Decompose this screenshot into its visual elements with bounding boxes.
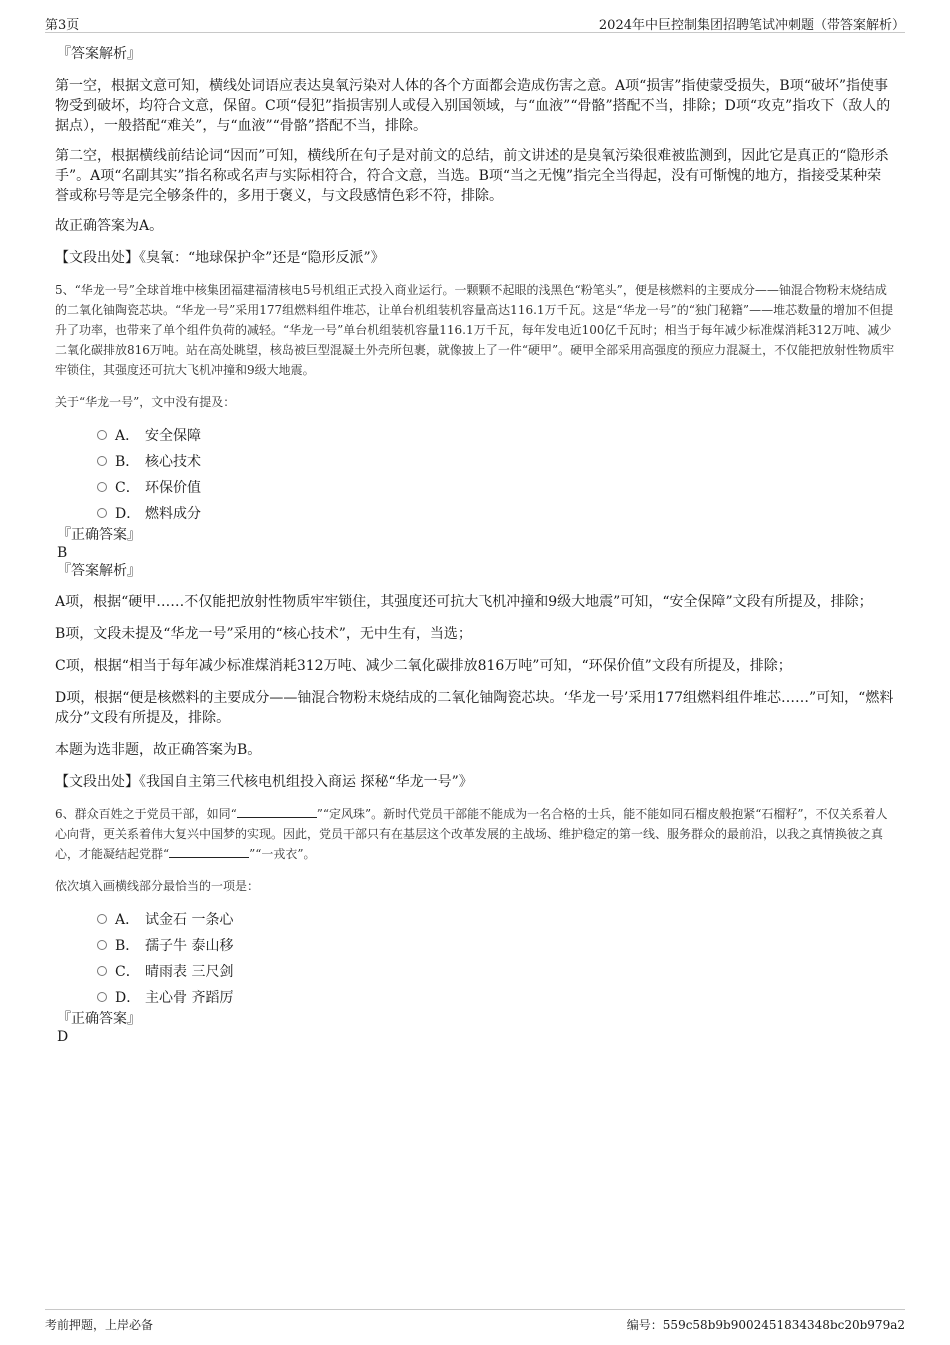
footer-serial-number: 编号：559c58b9b9002451834348bc20b979a2 — [626, 1318, 905, 1332]
q5-analysis-d: D项，根据“便是核燃料的主要成分——铀混合物粉末烧结成的二氧化铀陶瓷芯块。‘华龙一号’采用177组燃料组件堆芯……”可知，“燃料成分”文段有所提及，排除。 — [55, 690, 894, 726]
q4-conclusion: 故正确答案为A。 — [55, 218, 164, 234]
option-text: 试金石 一条心 — [145, 912, 234, 928]
footer-slogan: 考前押题，上岸必备 — [45, 1318, 154, 1332]
radio-icon[interactable] — [97, 966, 107, 976]
q5-passage: 5、“华龙一号”全球首堆中核集团福建福清核电5号机组正式投入商业运行。一颗颗不起眼的浅黑色“粉笔头”，便是核燃料的主要成分——铀混合物粉末烧结成的二氧化铀陶瓷芯块。“华龙一号”采用177组燃料组件堆芯，让单台机组装机容量高达116.1万千瓦。这是“华龙一号”的“独门秘籍”——堆芯数量的增加不但提升了功率，也带来了单个组件负荷的减轻。“华龙一号”单台机组装机容量116.1万千瓦，每年发电近100亿千瓦时；相当于每年减少标准煤消耗312万吨、减少二氧化碳排放816万吨。站在高处眺望，核岛被巨型混凝土外壳所包裹，就像披上了一件“硬甲”。硬甲全部采用高强度的预应力混凝土，不仅能把放射性物质牢牢锁住，其强度还可抗大飞机冲撞和9级大地震。 — [55, 283, 895, 377]
radio-icon[interactable] — [97, 456, 107, 466]
fill-blank-2 — [169, 845, 249, 858]
option-text: 安全保障 — [145, 428, 201, 444]
q5-source: 【文段出处】《我国自主第三代核电机组投入商运 探秘“华龙一号”》 — [55, 774, 473, 790]
q5-analysis-a: A项，根据“硬甲……不仅能把放射性物质牢牢锁住，其强度还可抗大飞机冲撞和9级大地震”可知，“安全保障”文段有所提及，排除； — [55, 594, 873, 610]
option-key: D． — [115, 990, 141, 1006]
option-key: C． — [115, 964, 140, 980]
q6-option-d[interactable] — [97, 984, 895, 1010]
radio-icon[interactable] — [97, 430, 107, 440]
option-text: 燃料成分 — [145, 506, 201, 522]
q6-passage-part-1: 6、群众百姓之于党员干部，如同“ — [55, 807, 237, 821]
radio-icon[interactable] — [97, 914, 107, 924]
q4-analysis-label: 『答案解析』 — [57, 46, 141, 62]
q4-analysis-para-2: 第二空，根据横线前结论词“因而”可知，横线所在句子是对前文的总结，前文讲述的是臭氧污染很难被监测到，因此它是真正的“隐形杀手”。A项“名副其实”指名称或名声与实际相符合，符合文意，当选。B项“当之无愧”指完全当得起，没有可惭愧的地方，指接受某种荣誉或称号等是完全够条件的，多用于褒义，与文段感情色彩不符，排除。 — [55, 148, 889, 204]
option-key: B． — [115, 938, 140, 954]
q5-correct-label: 『正确答案』 — [57, 527, 141, 543]
q6-passage-part-3: ”“一戎衣”。 — [249, 847, 316, 861]
q4-source: 【文段出处】《臭氧：“地球保护伞”还是“隐形反派”》 — [55, 250, 385, 266]
q5-option-b[interactable] — [97, 448, 895, 474]
q6-question: 依次填入画横线部分最恰当的一项是： — [55, 879, 260, 893]
q6-option-c[interactable] — [97, 958, 895, 984]
q5-options — [97, 422, 895, 526]
q6-passage-part-2: ”“定风珠”。新时代党员干部能不能成为一名合格的士兵，能不能如同石榴皮般抱紧“石榴籽”，不仅关系着人心向背，更关系着伟大复兴中国梦的实现。因此，党员干部只有在基层这个改革发展的主战场、维护稳定的第一线、服务群众的最前沿，以我之真情换彼之真心，才能凝结起党群“ — [55, 807, 888, 861]
q6-option-a[interactable] — [97, 906, 895, 932]
q6-passage — [55, 804, 895, 864]
page-header — [45, 0, 905, 33]
option-text: 孺子牛 泰山移 — [145, 938, 234, 954]
option-key: D． — [115, 506, 141, 522]
radio-icon[interactable] — [97, 508, 107, 518]
q5-option-c[interactable] — [97, 474, 895, 500]
radio-icon[interactable] — [97, 940, 107, 950]
q5-analysis-b: B项，文段未提及“华龙一号”采用的“核心技术”，无中生有，当选； — [55, 626, 472, 642]
page-content — [55, 44, 895, 1046]
q6-option-b[interactable] — [97, 932, 895, 958]
document-title: 2024年中巨控制集团招聘笔试冲刺题（带答案解析） — [598, 18, 905, 33]
option-key: B． — [115, 454, 140, 470]
option-key: C． — [115, 480, 140, 496]
q5-option-a[interactable] — [97, 422, 895, 448]
option-text: 主心骨 齐蹈厉 — [145, 990, 234, 1006]
option-key: A． — [115, 912, 140, 928]
q5-analysis-c: C项，根据“相当于每年减少标准煤消耗312万吨、减少二氧化碳排放816万吨”可知，“环保价值”文段有所提及，排除； — [55, 658, 792, 674]
q5-correct-answer: B — [57, 545, 68, 561]
fill-blank-1 — [237, 805, 317, 818]
q4-analysis-para-1: 第一空，根据文意可知，横线处词语应表达臭氧污染对人体的各个方面都会造成伤害之意。A项“损害”指使蒙受损失，B项“破坏”指使事物受到破坏，均符合文意，保留。C项“侵犯”指损害别人或侵入别国领域，与“血液”“骨骼”搭配不当，排除；D项“攻克”指攻下（敌人的据点），一般搭配“难关”，与“血液”“骨骼”搭配不当，排除。 — [55, 78, 891, 134]
option-text: 核心技术 — [145, 454, 201, 470]
page-number: 第3页 — [45, 18, 80, 33]
page-footer — [45, 1309, 905, 1340]
radio-icon[interactable] — [97, 992, 107, 1002]
q5-analysis-label: 『答案解析』 — [57, 563, 141, 579]
q5-option-d[interactable] — [97, 500, 895, 526]
q6-correct-answer: D — [57, 1029, 69, 1045]
option-text: 晴雨表 三尺剑 — [145, 964, 234, 980]
q6-correct-label: 『正确答案』 — [57, 1011, 141, 1027]
q5-question: 关于“华龙一号”，文中没有提及： — [55, 395, 236, 409]
q5-conclusion: 本题为选非题，故正确答案为B。 — [55, 742, 262, 758]
option-key: A． — [115, 428, 140, 444]
option-text: 环保价值 — [145, 480, 201, 496]
q6-options — [97, 906, 895, 1010]
radio-icon[interactable] — [97, 482, 107, 492]
